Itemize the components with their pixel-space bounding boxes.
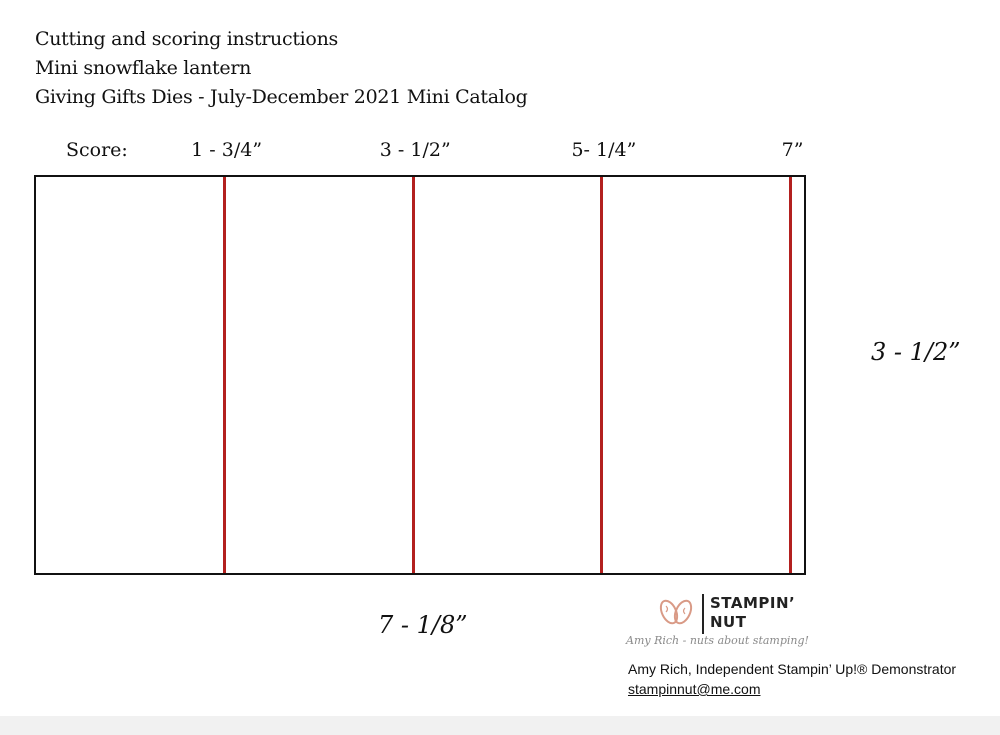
- catalog-line: Giving Gifts Dies - July-December 2021 Mini Catalog: [35, 86, 528, 108]
- score-mark-label: 3 - 1/2”: [379, 139, 451, 161]
- width-dimension: 7 - 1/8”: [378, 611, 468, 639]
- subtitle-line: Mini snowflake lantern: [35, 57, 252, 79]
- score-mark-label: 5- 1/4”: [571, 139, 637, 161]
- email-link[interactable]: stampinnut@me.com: [628, 681, 761, 697]
- bottom-bar: [0, 716, 1000, 735]
- score-mark-label: 7”: [781, 139, 804, 161]
- score-line: [412, 177, 415, 573]
- score-line: [600, 177, 603, 573]
- cardstock-panel: [34, 175, 806, 575]
- score-line: [223, 177, 226, 573]
- peanut-icon: [656, 594, 696, 630]
- logo-word-nut: NUT: [710, 613, 747, 631]
- score-mark-label: 1 - 3/4”: [191, 139, 263, 161]
- title-line: Cutting and scoring instructions: [35, 28, 338, 50]
- demonstrator-credit: Amy Rich, Independent Stampin’ Up!® Demonstrator: [628, 661, 957, 677]
- logo-divider: [702, 594, 704, 634]
- score-label: Score:: [66, 139, 128, 161]
- logo-word-stampin: STAMPIN’: [710, 594, 796, 612]
- height-dimension: 3 - 1/2”: [871, 338, 961, 366]
- logo-tagline: Amy Rich - nuts about stamping!: [626, 634, 809, 647]
- stampin-nut-logo: [626, 590, 816, 652]
- score-line: [789, 177, 792, 573]
